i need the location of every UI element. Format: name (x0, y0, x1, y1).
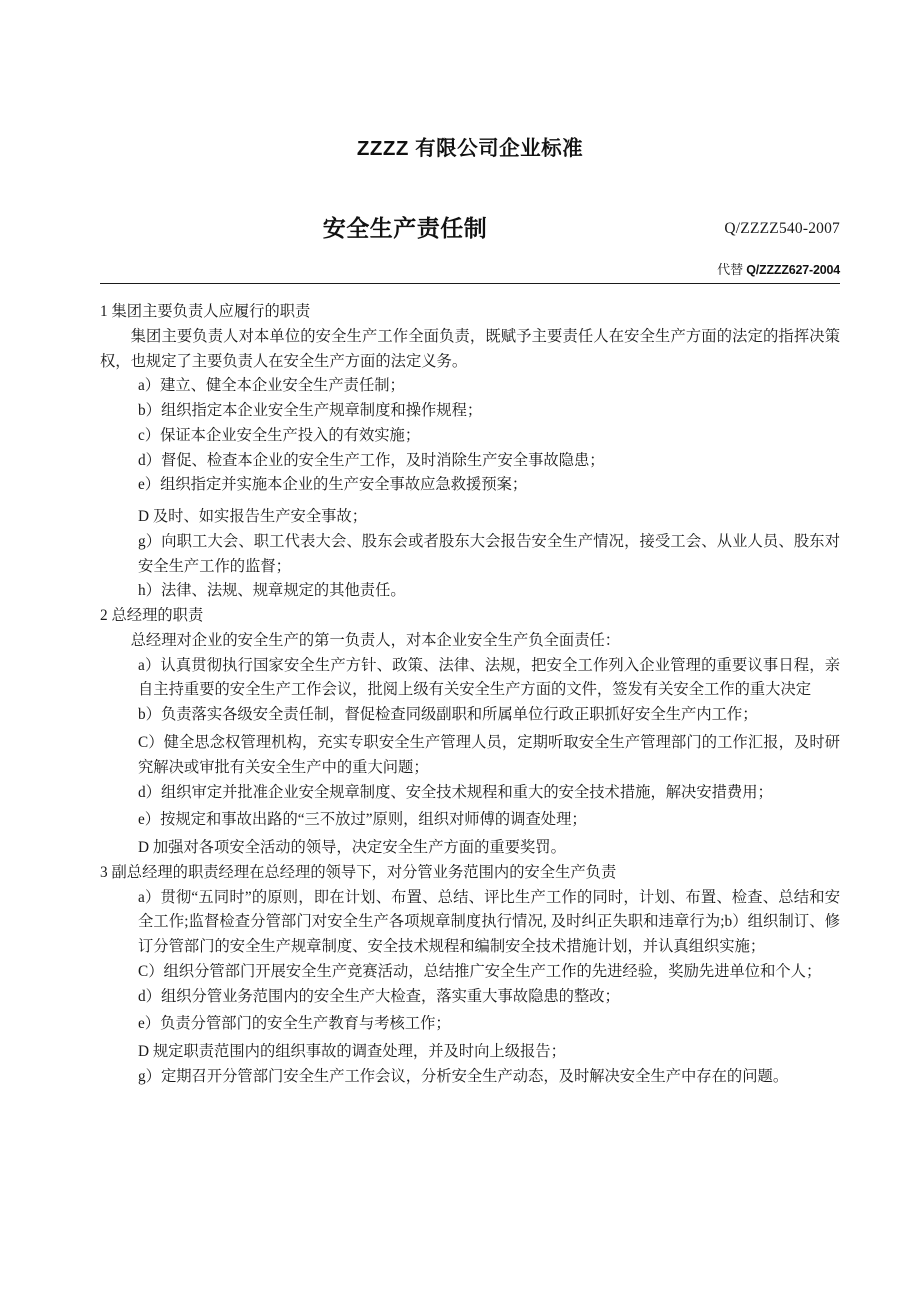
section-intro-2: 总经理对企业的安全生产的第一负责人，对本企业安全生产负全面责任： (130, 631, 621, 649)
document-body (100, 300, 840, 1090)
list-item: D 规定职责范围内的组织事故的调查处理，并及时向上级报告； (138, 1043, 566, 1061)
list-item: c）保证本企业安全生产投入的有效实施； (138, 426, 421, 444)
list-item: D 及时、如实报告生产安全事故； (138, 508, 368, 526)
header-divider (100, 283, 840, 284)
list-item: C）组织分管部门开展安全生产竞赛活动，总结推广安全生产工作的先进经验，奖励先进单位和个人； (138, 962, 822, 980)
list-item: b）组织指定本企业安全生产规章制度和操作规程； (138, 402, 483, 420)
list-item: d）督促、检查本企业的安全生产工作，及时消除生产安全事故隐患； (138, 451, 605, 469)
list-item: a）建立、健全本企业安全生产责任制； (138, 377, 405, 395)
page-title: 安全生产责任制 (322, 214, 488, 241)
replaces-code: Q/ZZZZ627-2004 (746, 262, 840, 277)
document-header (100, 0, 840, 292)
organization-title: ZZZZ 有限公司企业标准 (356, 137, 584, 160)
section-heading-3: 3 副总经理的职责经理在总经理的领导下，对分管业务范围内的安全生产负责 (100, 863, 617, 881)
list-item: g）向职工大会、职工代表大会、股东会或者股东大会报告安全生产情况，接受工会、从业人员、股东对安全生产工作的监督； (138, 532, 840, 575)
list-item: D 加强对各项安全活动的领导，决定安全生产方面的重要奖罚。 (138, 839, 566, 857)
standard-code: Q/ZZZZ540-2007 (724, 219, 840, 237)
list-item: e）负责分管部门的安全生产教育与考核工作； (138, 1015, 451, 1033)
section-intro-1: 集团主要负责人对本单位的安全生产工作全面负责，既赋予主要责任人在安全生产方面的法定的指挥决策权，也规定了主要负责人在安全生产方面的法定义务。 (100, 327, 840, 370)
list-item: a）认真贯彻执行国家安全生产方针、政策、法律、法规，把安全工作列入企业管理的重要议事日程，亲自主持重要的安全生产工作会议，批阅上级有关安全生产方面的文件，签发有关安全工作的重大决定 (138, 656, 840, 699)
spacer (100, 498, 840, 505)
list-item: g）定期召开分管部门安全生产工作会议，分析安全生产动态，及时解决安全生产中存在的问题。 (138, 1067, 789, 1085)
list-item: d）组织审定并批准企业安全规章制度、安全技术规程和重大的安全技术措施，解决安措费用； (138, 783, 773, 801)
list-item: C）健全思念权管理机构，充实专职安全生产管理人员，定期听取安全生产管理部门的工作汇报，及时研究解决或审批有关安全生产中的重大问题； (138, 734, 840, 776)
list-item: e）组织指定并实施本企业的生产安全事故应急救援预案； (138, 476, 528, 494)
section-heading-1: 1 集团主要负责人应履行的职责 (100, 303, 311, 320)
list-item: a）贯彻“五同时”的原则，即在计划、布置、总结、评比生产工作的同时，计划、布置、检查、总结和安全工作;监督检查分管部门对安全生产各项规章制度执行情况, 及时纠正失职和违章行为;b）组织制订、修订分管部门的安全生产规章制度、安全技术规程和编制安全技术措施计划，并认真组织实施； (138, 888, 840, 956)
title-row (100, 214, 840, 250)
section-heading-2: 2 总经理的职责 (100, 607, 204, 625)
replaces-label: 代替 (717, 261, 744, 277)
list-item: h）法律、法规、规章规定的其他责任。 (138, 582, 406, 600)
replaces-row (100, 262, 840, 278)
list-item: b）负责落实各级安全责任制，督促检查同级副职和所属单位行政正职抓好安全生产内工作； (138, 706, 758, 724)
list-item: e）按规定和事故出路的“三不放过”原则，组织对师傅的调查处理； (138, 811, 587, 829)
list-item: d）组织分管业务范围内的安全生产大检查，落实重大事故隐患的整改； (138, 987, 620, 1005)
